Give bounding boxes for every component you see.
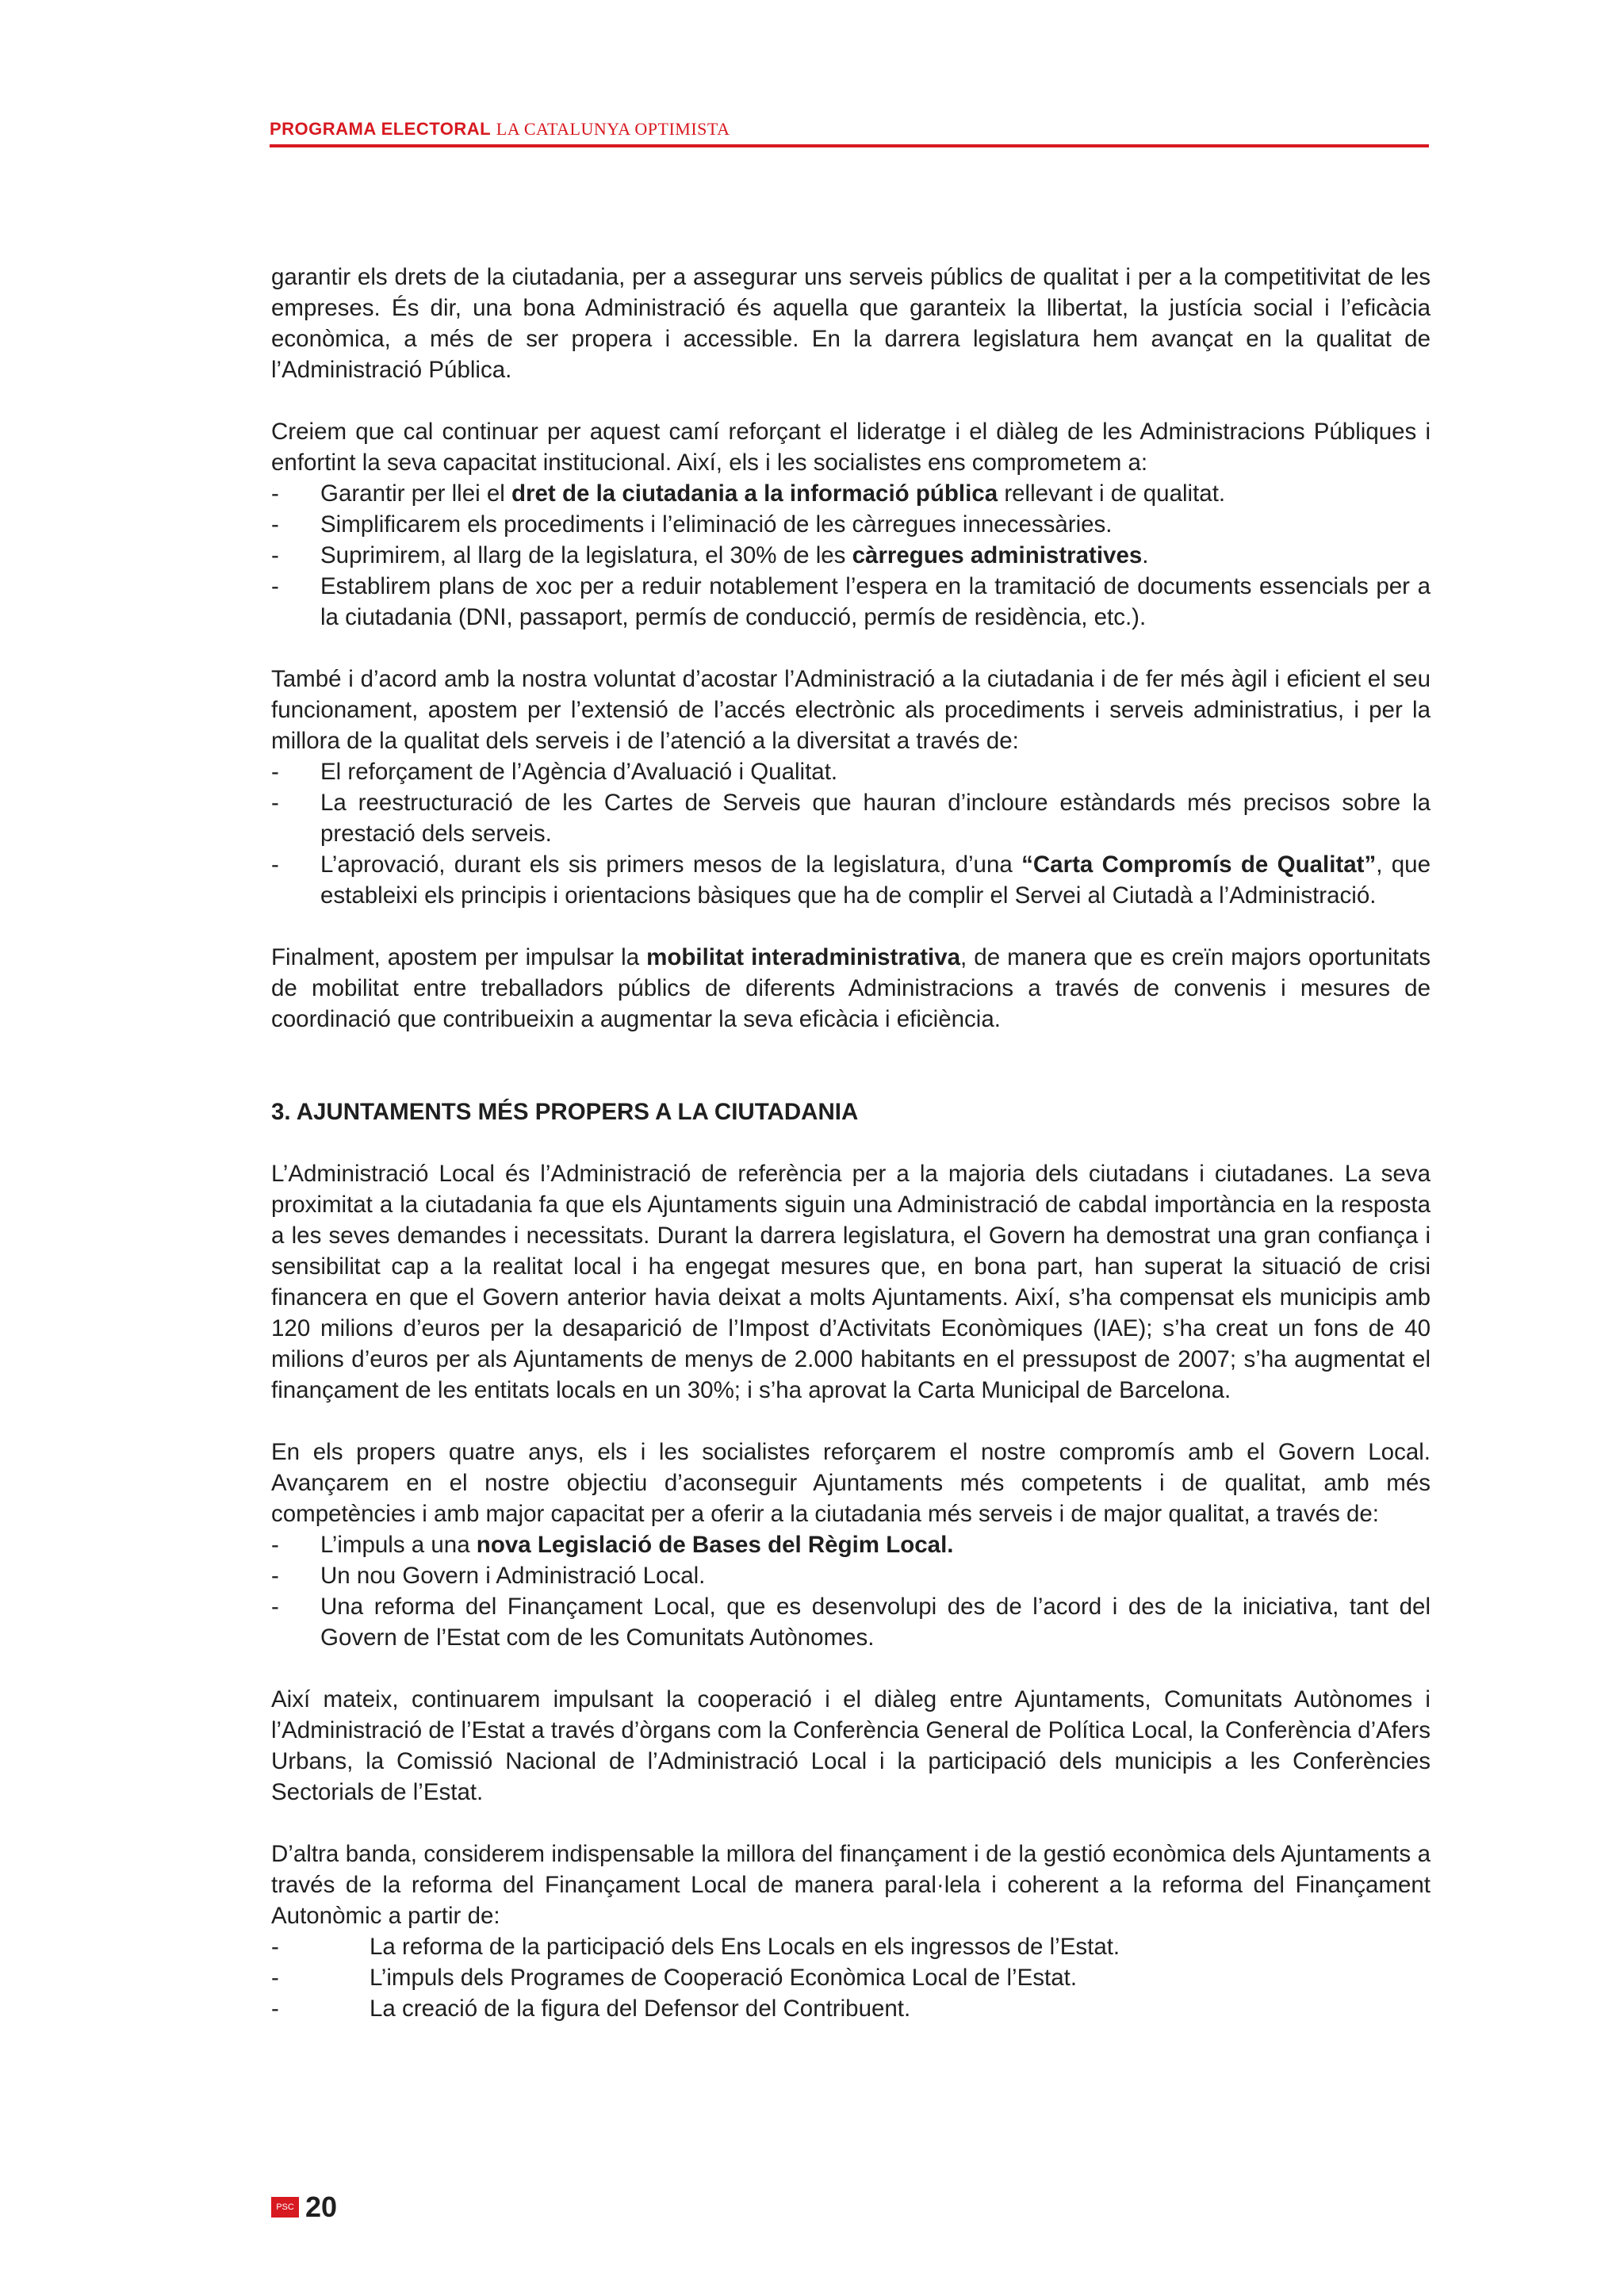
list-item: - Garantir per llei el dret de la ciutadania a la informació pública rellevant i de qualitat. — [271, 478, 1431, 509]
paragraph: garantir els drets de la ciutadania, per a assegurar uns serveis públics de qualitat i per a la competitivitat de les empreses. És dir, una bona Administració és aquella que garanteix la llibertat, la justícia social i l’eficàcia econòmica, a més de ser propera i accessible. En la darrera legislatura hem avançat en la qualitat de l’Administració Pública. — [271, 264, 1431, 383]
list-item: - Simplificarem els procediments i l’eliminació de les càrregues innecessàries. — [271, 509, 1431, 540]
bullet-dash: - — [271, 1934, 279, 1960]
page-body — [271, 262, 1431, 2055]
bullet-list — [271, 1931, 1431, 2024]
bullet-dash: - — [271, 511, 279, 538]
list-item: - Un nou Govern i Administració Local. — [271, 1560, 1431, 1591]
bullet-dash: - — [271, 790, 279, 816]
paragraph: L’Administració Local és l’Administració de referència per a la majoria dels ciutadans i ciutadanes. La seva proximitat a la ciutadania fa que els Ajuntaments siguin una Administració de cabdal importància en la resposta a les seves demandes i necessitats. Durant la darrera legislatura, el Govern ha demostrat una gran confiança i sensibilitat cap a la realitat local i ha engegat mesures que, en bona part, han superat la situació de crisi financera en que el Govern anterior havia deixat a molts Ajuntaments. Així, s’ha compensat els municipis amb 120 milions d’euros per la desaparició de l’Impost d’Activitats Econòmiques (IAE); s’ha creat un fons de 40 milions d’euros per als Ajuntaments de menys de 2.000 habitants en el pressupost de 2007; s’ha augmentat el finançament de les entitats locals en un 30%; i s’ha aprovat la Carta Municipal de Barcelona. — [271, 1161, 1431, 1403]
bullet-list — [271, 478, 1431, 633]
bullet-list — [271, 1529, 1431, 1653]
bullet-dash: - — [271, 573, 279, 599]
bullet-dash: - — [271, 1532, 279, 1558]
list-item: - L’impuls a una nova Legislació de Bases del Règim Local. — [271, 1529, 1431, 1560]
bullet-dash: - — [271, 542, 279, 568]
list-item: - La reforma de la participació dels Ens Locals en els ingressos de l’Estat. — [271, 1931, 1431, 1962]
section-heading: 3. AJUNTAMENTS MÉS PROPERS A LA CIUTADANIA — [271, 1099, 859, 1125]
bullet-dash: - — [271, 480, 279, 507]
running-header — [270, 119, 1429, 147]
bullet-dash: - — [271, 1965, 279, 1991]
paragraph: També i d’acord amb la nostra voluntat d’acostar l’Administració a la ciutadania i de fer més àgil i eficient el seu funcionament, apostem per l’extensió de l’accés electrònic als procediments i serveis administratius, i per la millora de la qualitat dels serveis i de l’atenció a la diversitat a través de: — [271, 666, 1431, 754]
bullet-dash: - — [271, 759, 279, 785]
paragraph: Així mateix, continuarem impulsant la cooperació i el diàleg entre Ajuntaments, Comunitats Autònomes i l’Administració de l’Estat a través d’òrgans com la Conferència General de Política Local, la Conferència d’Afers Urbans, la Comissió Nacional de l’Administració Local i la participació dels municipis a les Conferències Sectorials de l’Estat. — [271, 1686, 1431, 1805]
list-item: - Establirem plans de xoc per a reduir notablement l’espera en la tramitació de documents essencials per a la ciutadania (DNI, passaport, permís de conducció, permís de residència, etc.). — [271, 571, 1431, 633]
list-item: - Suprimirem, al llarg de la legislatura, el 30% de les càrregues administratives. — [271, 540, 1431, 571]
list-item: - La reestructuració de les Cartes de Serveis que hauran d’incloure estàndards més precisos sobre la prestació dels serveis. — [271, 787, 1431, 849]
list-item: - Una reforma del Finançament Local, que es desenvolupi des de l’acord i des de la iniciativa, tant del Govern de l’Estat com de les Comunitats Autònomes. — [271, 1591, 1431, 1653]
paragraph: Creiem que cal continuar per aquest camí reforçant el lideratge i el diàleg de les Administracions Públiques i enfortint la seva capacitat institucional. Així, els i les socialistes ens comprometem a: — [271, 419, 1431, 476]
list-item: - El reforçament de l’Agència d’Avaluació i Qualitat. — [271, 756, 1431, 787]
list-item: - La creació de la figura del Defensor del Contribuent. — [271, 1993, 1431, 2024]
bullet-dash: - — [271, 851, 279, 878]
list-item: - L’impuls dels Programes de Cooperació Econòmica Local de l’Estat. — [271, 1962, 1431, 1993]
paragraph: D’altra banda, considerem indispensable la millora del finançament i de la gestió econòmica dels Ajuntaments a través de la reforma del Finançament Local de manera paral·lela i coherent a la reforma del Finançament Autonòmic a partir de: — [271, 1841, 1431, 1929]
page-footer — [271, 2191, 337, 2223]
bullet-dash: - — [271, 1563, 279, 1589]
paragraph: Finalment, apostem per impulsar la mobilitat interadministrativa, de manera que es creïn majors oportunitats de mobilitat entre treballadors públics de diferents Administracions a través de convenis i mesures de coordinació que contribueixin a augmentar la seva eficàcia i eficiència. — [271, 944, 1431, 1032]
list-item: - L’aprovació, durant els sis primers mesos de la legislatura, d’una “Carta Compromís de Qualitat”, que estableixi els principis i orientacions bàsiques que ha de complir el Servei al Ciutadà a l’Administració. — [271, 849, 1431, 911]
page-number: 20 — [305, 2191, 338, 2223]
bullet-dash: - — [271, 1996, 279, 2022]
header-program-title: LA CATALUNYA OPTIMISTA — [496, 119, 730, 139]
bullet-list — [271, 756, 1431, 911]
header-program-label: PROGRAMA ELECTORAL — [270, 119, 492, 139]
paragraph: En els propers quatre anys, els i les socialistes reforçarem el nostre compromís amb el Govern Local. Avançarem en el nostre objectiu d’aconseguir Ajuntaments més competents i de qualitat, amb més competències i amb major capacitat per a oferir a la ciutadania més serveis i de major qualitat, a través de: — [271, 1439, 1431, 1527]
bullet-dash: - — [271, 1594, 279, 1620]
psc-logo: PSC — [271, 2197, 299, 2218]
